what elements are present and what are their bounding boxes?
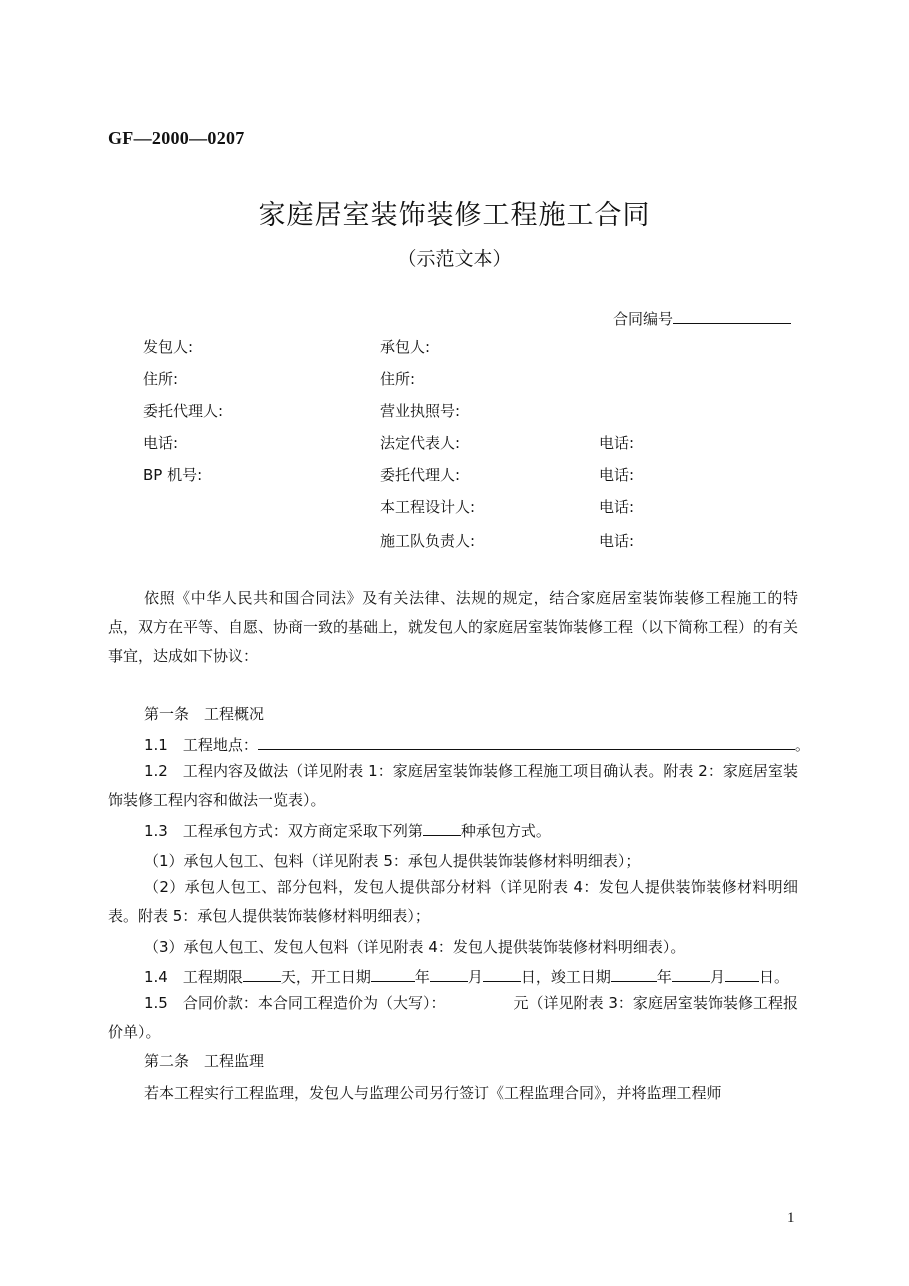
foreman-phone: 电话: [599, 532, 635, 550]
page-number: 1 [787, 1210, 795, 1226]
end-day-blank [725, 966, 759, 982]
start-day-blank [483, 966, 521, 982]
page-subtitle: （示范文本） [397, 248, 512, 270]
location-label: 1.1 工程地点： [144, 736, 258, 754]
location-blank [258, 734, 795, 750]
contractor-rep-phone: 电话: [599, 434, 635, 452]
article1-duration [108, 966, 836, 987]
document-code: GF—2000—0207 [108, 128, 245, 148]
end-day-unit: 日。 [758, 968, 789, 986]
article1-price [108, 989, 798, 1047]
duration-label: 1.4 工程期限 [144, 968, 243, 986]
intro-paragraph: 依照《中华人民共和国合同法》及有关法律、法规的规定，结合家庭居室装饰装修工程施工的特点，双方在平等、自愿、协商一致的基础上，就发包人的家庭居室装饰装修工程（以下简称工程）的有关事宜，达成如下协议： [108, 589, 799, 665]
article2-text: 若本工程实行工程监理，发包人与监理公司另行签订《工程监理合同》，并将监理工程师 [144, 1084, 722, 1102]
method-blank [423, 820, 461, 836]
start-date-label: 天，开工日期 [280, 968, 371, 986]
contractor-agent: 委托代理人: [380, 466, 461, 484]
contract-number-label: 合同编号 [613, 310, 674, 328]
article1-location [108, 734, 836, 755]
article2-heading: 第二条 工程监理 [144, 1052, 265, 1070]
start-month-blank [430, 966, 468, 982]
method-text-b: 种承包方式。 [460, 822, 551, 840]
end-year-unit: 年 [656, 968, 672, 986]
client-label: 发包人: [143, 338, 194, 356]
end-month-blank [672, 966, 710, 982]
price-tail: 元（详见附表 3：家庭居室装饰装修工程报价单）。 [108, 994, 798, 1041]
client-phone: 电话: [143, 434, 179, 452]
contractor-agent-phone: 电话: [599, 466, 635, 484]
designer-phone: 电话: [599, 498, 635, 516]
page-title: 家庭居室装饰装修工程施工合同 [258, 200, 651, 231]
method-option-3: （3）承包人包工、发包人包料（详见附表 4：发包人提供装饰装修材料明细表）。 [144, 938, 686, 956]
end-year-blank [611, 966, 657, 982]
article1-content: 1.2 工程内容及做法（详见附表 1：家庭居室装饰装修工程施工项目确认表。附表 2：家庭居室装饰装修工程内容和做法一览表）。 [108, 762, 798, 809]
start-year-unit: 年 [414, 968, 430, 986]
client-address: 住所: [143, 370, 179, 388]
location-end: 。 [794, 736, 810, 754]
duration-days-blank [243, 966, 281, 982]
article1-method [108, 820, 836, 841]
contract-number [613, 308, 791, 329]
client-agent: 委托代理人: [143, 402, 224, 420]
start-month-unit: 月 [467, 968, 483, 986]
contractor-license: 营业执照号: [380, 402, 461, 420]
contractor-rep: 法定代表人: [380, 434, 461, 452]
end-month-unit: 月 [709, 968, 725, 986]
method-option-2: （2）承包人包工、部分包料，发包人提供部分材料（详见附表 4：发包人提供装饰装修材料明细表。附表 5：承包人提供装饰装修材料明细表）； [108, 878, 798, 925]
foreman: 施工队负责人: [380, 532, 476, 550]
end-date-label: 日，竣工日期 [520, 968, 611, 986]
designer: 本工程设计人: [380, 498, 476, 516]
start-year-blank [371, 966, 415, 982]
contractor-address: 住所: [380, 370, 416, 388]
article1-heading: 第一条 工程概况 [144, 705, 265, 723]
contractor-label: 承包人: [380, 338, 431, 356]
client-bp: BP 机号: [143, 466, 203, 484]
price-label: 1.5 合同价款：本合同工程造价为（大写）： [144, 994, 446, 1012]
contract-number-blank [673, 308, 791, 324]
method-text-a: 1.3 工程承包方式：双方商定采取下列第 [144, 822, 423, 840]
method-option-1: （1）承包人包工、包料（详见附表 5：承包人提供装饰装修材料明细表）； [144, 852, 641, 870]
